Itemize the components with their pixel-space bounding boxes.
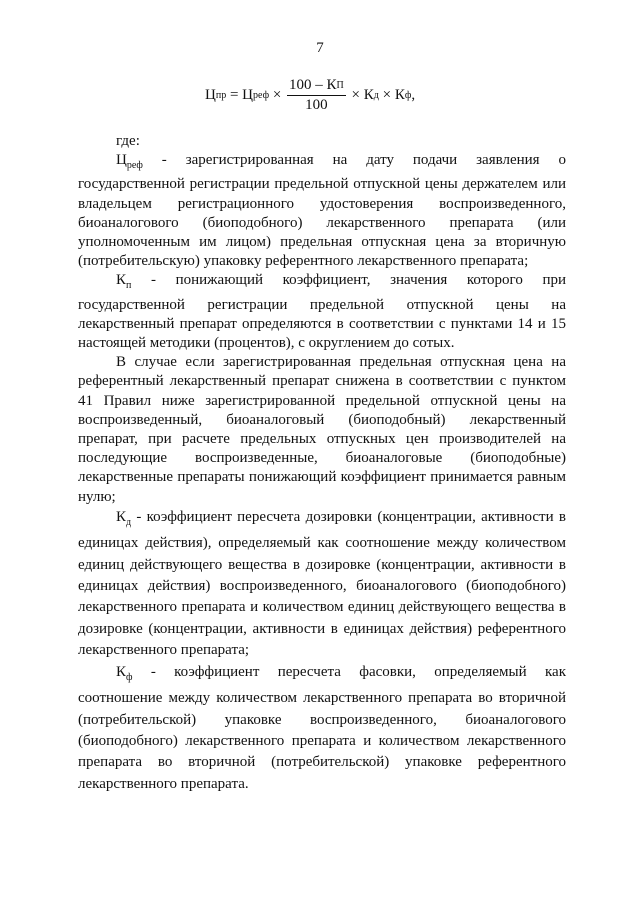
dosage-coef-subscript: д [126,516,132,528]
formula-times-1: × [272,87,282,104]
formula-kf [395,87,415,104]
formula-numerator-text: 100 – К [289,77,337,94]
reduction-coef-subscript: п [126,280,132,292]
reduction-coef-symbol: К [116,272,127,289]
paragraph-reduced-price-case: В случае если зарегистрированная предельная отпускная цена на референтный лекарственный препарат снижена в соответствии с пунктом 41 Правил ниже зарегистрированной предельной отпускной цены на воспроизведенный, биоаналоговый (биоподобный) лекарственный препарат, при расчете предельных отпускных цен производителей на последующие воспроизведенные, биоаналоговые (биоподобные) лекарственные препараты понижающий коэффициент принимается равным нулю; [78,354,566,505]
where-label-text: где: [116,133,140,149]
packaging-coef-symbol: К [116,663,127,680]
formula-times-3: × [382,87,392,104]
ref-price-text: - зарегистрированная на дату подачи заявления о государственной регистрации предельной отпускной цены держателем или владельцем регистрационного удостоверения воспроизведенного, биоаналогового (биоподобного) лекарственного препарата (или уполномоченным им лицом) предельная отпускная цена за вторичную (потребительскую) упаковку референтного лекарственного препарата; [78,152,566,270]
formula-lhs [205,87,226,104]
dosage-coef-text: - коэффициент пересчета дозировки (концентрации, активности в единицах действия), определяемый как соотношение между количеством единиц действующего вещества в дозировке (концентрации, активности в единицах действия) воспроизведенного, биоаналогового (биоподобного) лекарственного препарата и количеством единиц действующего вещества в дозировке (концентрации, активности в единицах действия) референтного лекарственного препарата; [78,508,566,659]
ref-price-subscript: реф [126,160,143,172]
dosage-coef-symbol: К [116,508,127,525]
formula-lhs-subscript: пр [215,90,227,102]
packaging-coef-subscript: ф [126,671,133,683]
ref-price-symbol: Ц [116,152,127,169]
formula-equals: = [229,87,239,104]
formula-fraction [287,77,346,114]
definition-dosage-coefficient [78,507,566,662]
formula-denominator: 100 [305,97,328,114]
page-number: 7 [316,40,324,56]
definition-reduction-coefficient [78,271,566,353]
formula-numerator [287,77,346,96]
formula-ref-symbol: Ц [242,87,254,104]
formula-ref-subscript: реф [253,90,270,102]
definition-packaging-coefficient [78,662,566,795]
formula-kd-subscript: д [373,90,379,102]
formula-numerator-subscript: П [336,80,344,92]
reduction-coef-text: - понижающий коэффициент, значения которого при государственной регистрации предельной отпускной цены на лекарственный препарат определяются в соответствии с пунктами 14 и 15 настоящей методики (процентов), с округлением до сотых. [78,272,566,352]
formula-comma: , [411,87,416,104]
document-body [78,132,566,795]
formula-kf-subscript: ф [404,90,412,102]
definition-ref-price [78,151,566,271]
formula-kf-symbol: К [394,87,405,104]
price-formula [205,77,415,117]
formula-times-2: × [351,87,360,104]
formula-kd [364,87,379,104]
where-label [78,132,566,151]
packaging-coef-text: - коэффициент пересчета фасовки, определяемый как соотношение между количеством лекарственного препарата во вторичной (потребительской) упаковке воспроизведенного, биоаналогового (биоподобного) лекарственного препарата и количеством лекарственного препарата во вторичной (потребительской) упаковке референтного лекарственного препарата. [78,663,566,792]
formula-ref-price [242,87,269,104]
formula-kd-symbol: К [363,87,374,104]
formula-lhs-symbol: Ц [205,87,216,104]
